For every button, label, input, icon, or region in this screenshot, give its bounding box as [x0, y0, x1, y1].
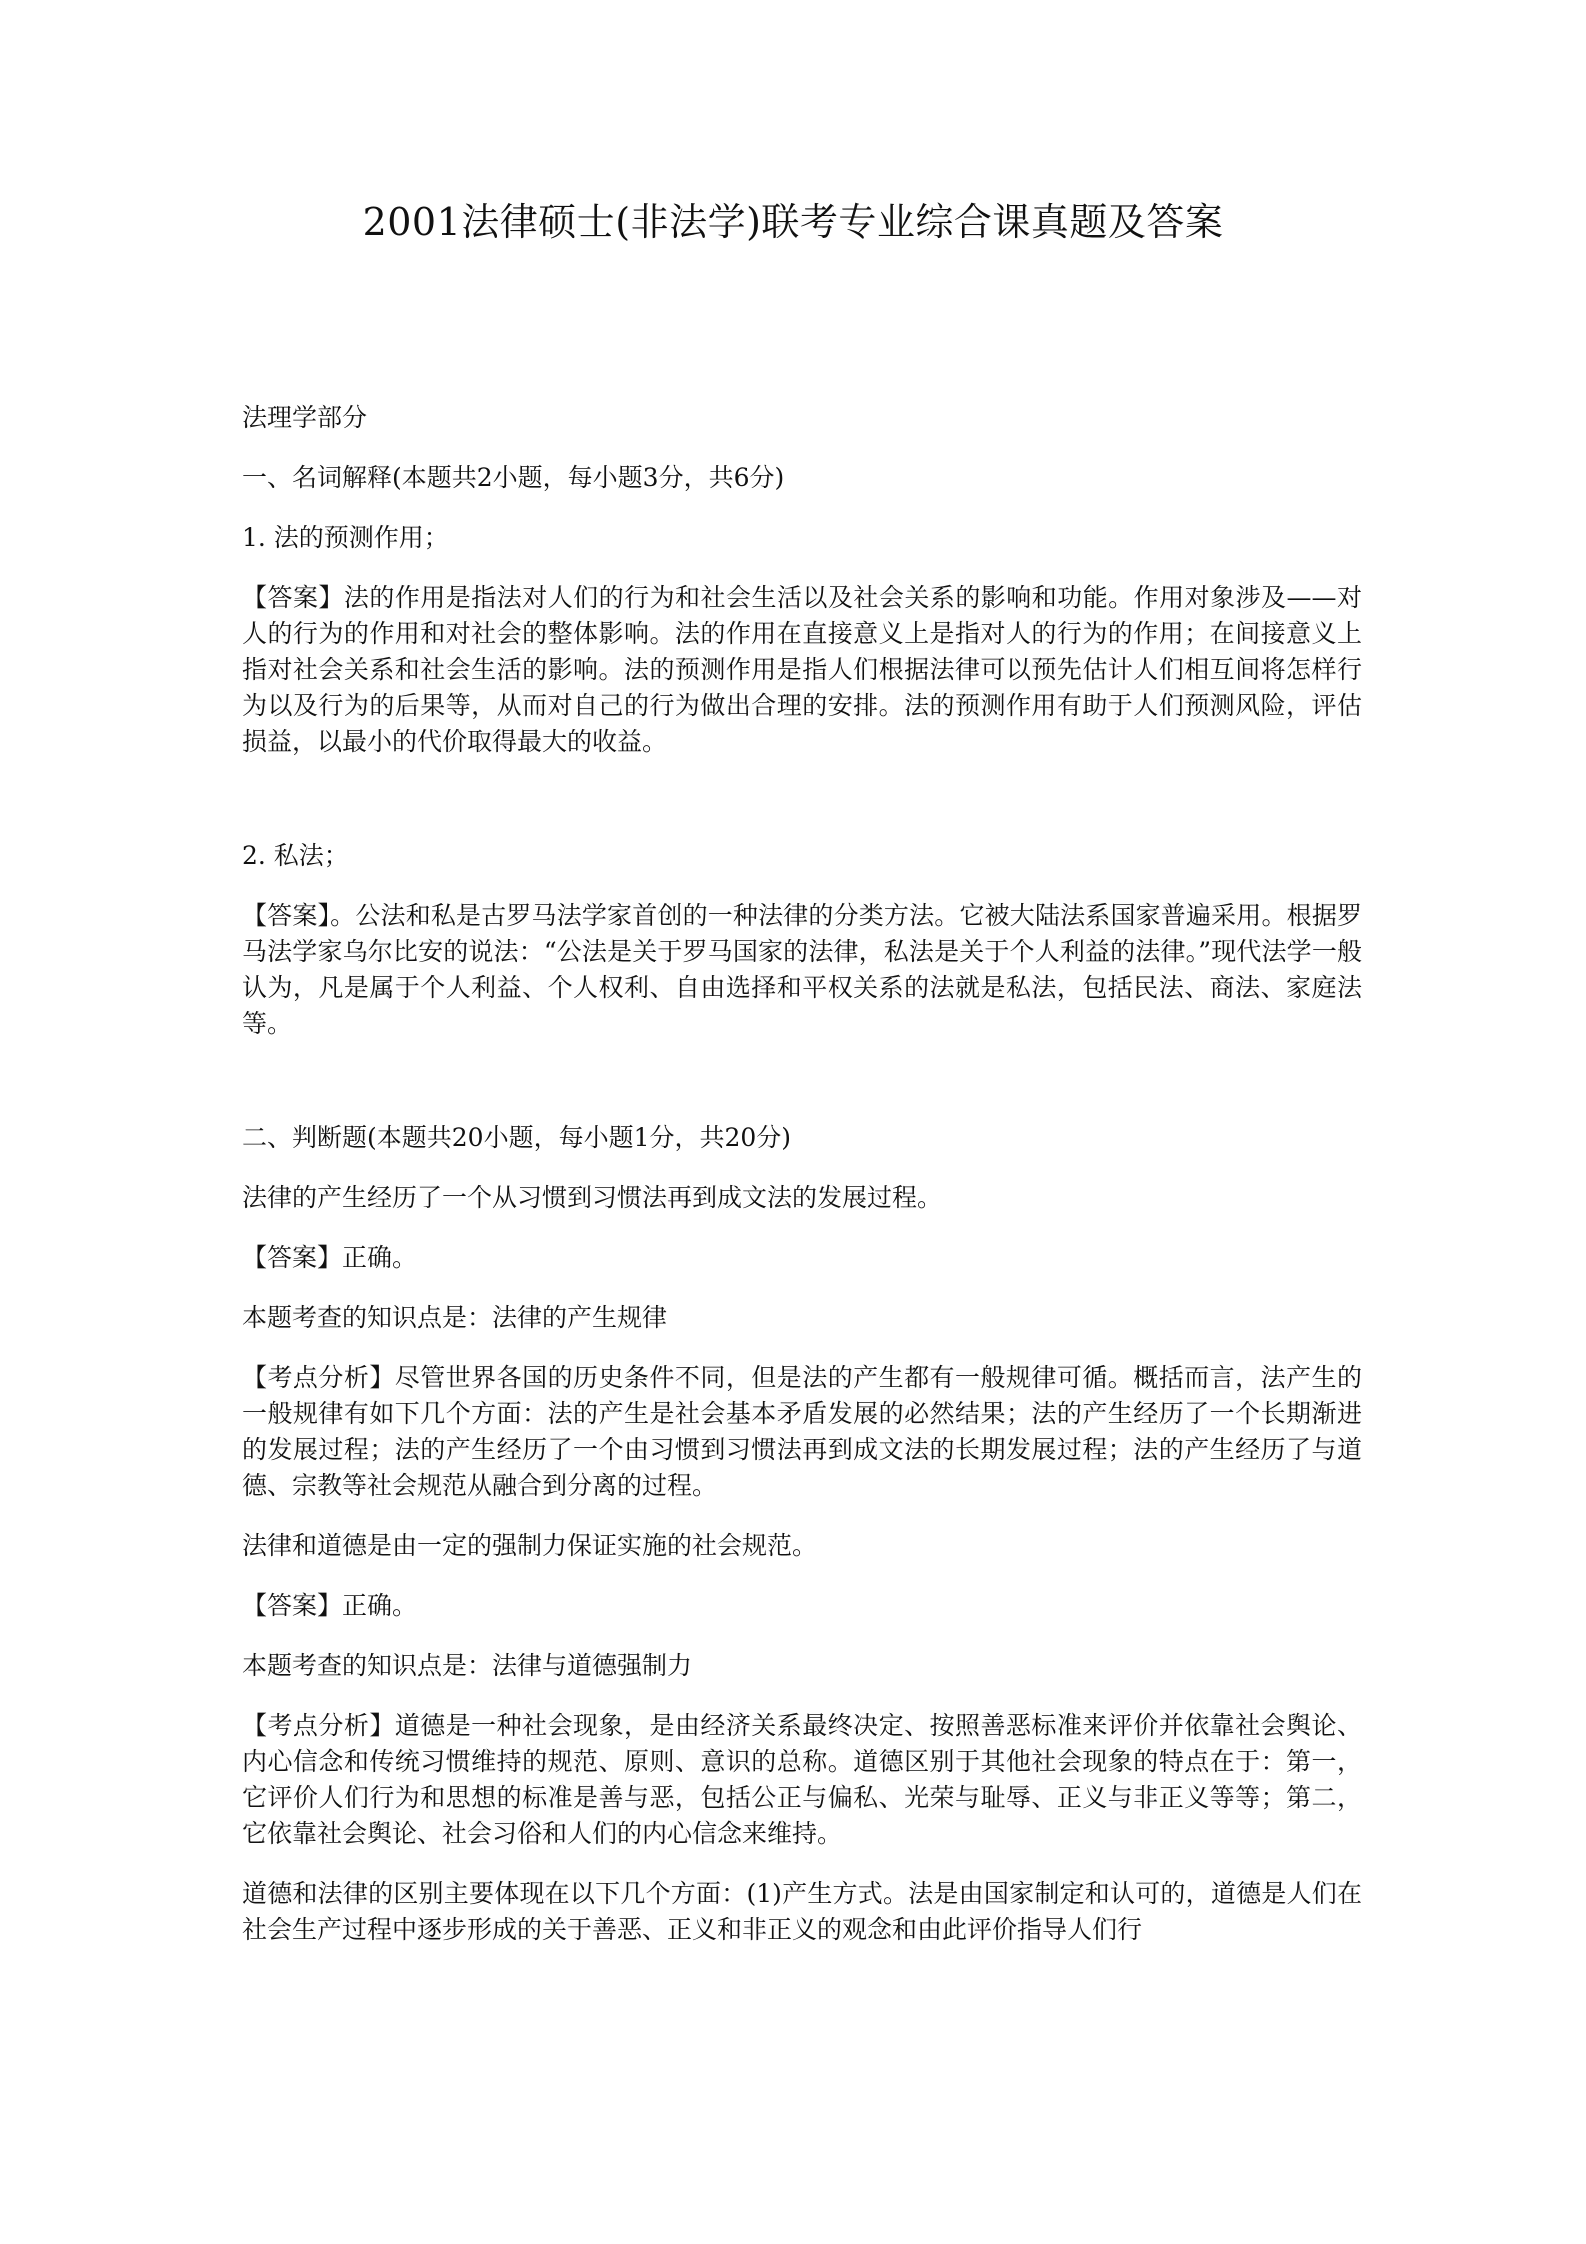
answer-1: 【答案】法的作用是指法对人们的行为和社会生活以及社会关系的影响和功能。作用对象涉及——对人的行为的作用和对社会的整体影响。法的作用在直接意义上是指对人的行为的作用；在间接意义上指对社会关系和社会生活的影响。法的预测作用是指人们根据法律可以预先估计人们相互间将怎样行为以及行为的后果等，从而对自己的行为做出合理的安排。法的预测作用有助于人们预测风险，评估损益，以最小的代价取得最大的收益。 — [242, 583, 1362, 756]
statement-2-analysis-continued: 道德和法律的区别主要体现在以下几个方面：(1)产生方式。法是由国家制定和认可的，道德是人们在社会生产过程中逐步形成的关于善恶、正义和非正义的观念和由此评价指导人们行 — [242, 1879, 1362, 1944]
document-body — [242, 400, 1362, 1948]
statement-2-analysis: 【考点分析】道德是一种社会现象，是由经济关系最终决定、按照善恶标准来评价并依靠社会舆论、内心信念和传统习惯维持的规范、原则、意识的总称。道德区别于其他社会现象的特点在于：第一，它评价人们行为和思想的标准是善与恶，包括公正与偏私、光荣与耻辱、正义与非正义等等；第二，它依靠社会舆论、社会习俗和人们的内心信念来维持。 — [242, 1711, 1362, 1848]
statement-1-knowledge-point: 本题考查的知识点是：法律的产生规律 — [242, 1303, 668, 1332]
document-title: 2001法律硕士(非法学)联考专业综合课真题及答案 — [362, 200, 1224, 244]
section-heading-jurisprudence: 法理学部分 — [242, 403, 368, 432]
statement-1-answer: 【答案】正确。 — [242, 1243, 418, 1272]
answer-2: 【答案】。公法和私是古罗马法学家首创的一种法律的分类方法。它被大陆法系国家普遍采用。根据罗马法学家乌尔比安的说法：“公法是关于罗马国家的法律，私法是关于个人利益的法律。”现代法学一般认为，凡是属于个人利益、个人权利、自由选择和平权关系的法就是私法，包括民法、商法、家庭法等。 — [242, 901, 1362, 1038]
part-heading-term-explanation: 一、名词解释(本题共2小题，每小题3分，共6分) — [242, 463, 785, 492]
question-1: 1. 法的预测作用； — [242, 523, 449, 552]
statement-2: 法律和道德是由一定的强制力保证实施的社会规范。 — [242, 1531, 818, 1560]
statement-2-answer: 【答案】正确。 — [242, 1591, 418, 1620]
statement-2-knowledge-point: 本题考查的知识点是：法律与道德强制力 — [242, 1651, 693, 1680]
statement-1-analysis: 【考点分析】尽管世界各国的历史条件不同，但是法的产生都有一般规律可循。概括而言，法产生的一般规律有如下几个方面：法的产生是社会基本矛盾发展的必然结果；法的产生经历了一个长期渐进的发展过程；法的产生经历了一个由习惯到习惯法再到成文法的长期发展过程；法的产生经历了与道德、宗教等社会规范从融合到分离的过程。 — [242, 1363, 1362, 1500]
statement-1: 法律的产生经历了一个从习惯到习惯法再到成文法的发展过程。 — [242, 1183, 943, 1212]
question-2: 2. 私法； — [242, 841, 349, 870]
part-heading-true-false: 二、判断题(本题共20小题，每小题1分，共20分) — [242, 1123, 792, 1152]
